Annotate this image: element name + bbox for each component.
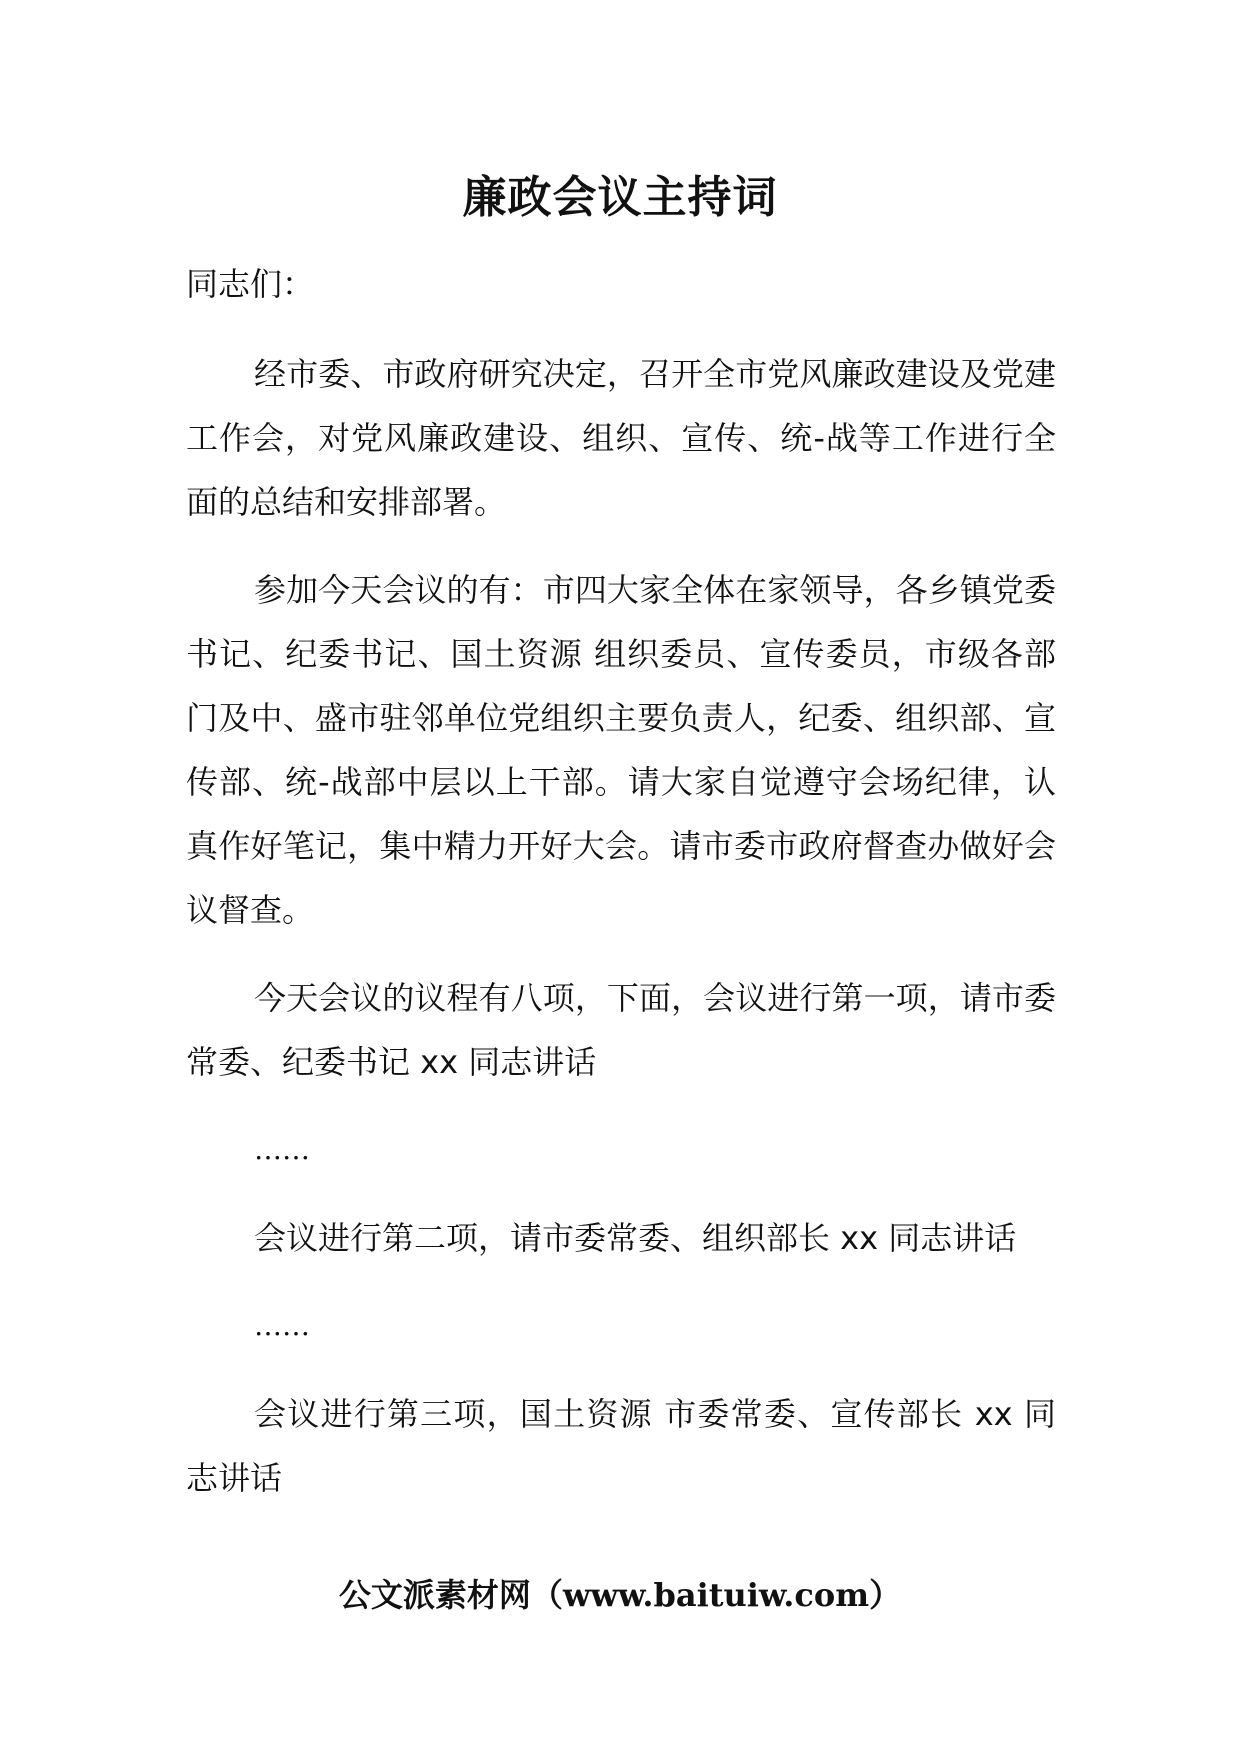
- document-title: 廉政会议主持词: [462, 172, 778, 223]
- paragraph-attendees: 参加今天会议的有：市四大家全体在家领导，各乡镇党委书记、纪委书记、国土资源 组织委员、宣传委员，市级各部门及中、盛市驻邻单位党组织主要负责人，纪委、组织部、宣传部、统-战部中层以上干部。请大家自觉遵守会场纪律，认真作好笔记，集中精力开好大会。请市委市政府督查办做好会议督查。: [186, 571, 1056, 929]
- paragraph-agenda-item-1: 今天会议的议程有八项，下面，会议进行第一项，请市委常委、纪委书记 xx 同志讲话: [186, 979, 1056, 1081]
- ellipsis-1: ……: [254, 1133, 310, 1166]
- paragraph-meeting-purpose: 经市委、市政府研究决定，召开全市党风廉政建设及党建工作会，对党风廉政建设、组织、宣传、统-战等工作进行全面的总结和安排部署。: [186, 355, 1056, 521]
- footer-text: 公文派素材网（www.baituiw.com）: [338, 1576, 902, 1614]
- ellipsis-2: ……: [254, 1309, 310, 1342]
- paragraph-agenda-item-2: 会议进行第二项，请市委常委、组织部长 xx 同志讲话: [254, 1219, 1017, 1257]
- salutation: 同志们：: [186, 265, 315, 303]
- document-body: [186, 252, 1056, 1534]
- footer-watermark: [0, 1570, 1240, 1620]
- paragraph-agenda-item-3: 会议进行第三项，国土资源 市委常委、宣传部长 xx 同志讲话: [186, 1395, 1056, 1497]
